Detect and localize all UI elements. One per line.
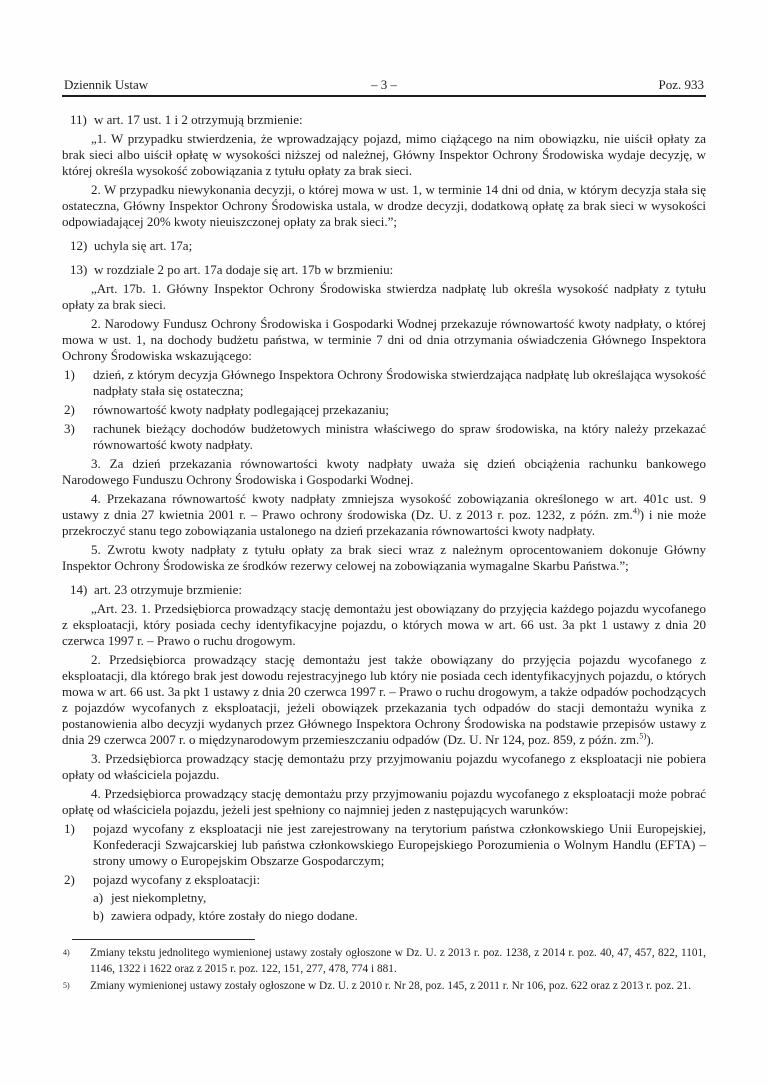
quoted-paragraph: 2. W przypadku niewykonania decyzji, o której mowa w ust. 1, w terminie 14 dni od dnia, w którym decyzja stała się ostateczna, Główny Inspektor Ochrony Środowiska ustala, w drodze decyzji, dodatkową opłatę za brak sieci w wysokości odpowiadającej 20% kwoty nieuiszczonej opłaty za brak sieci.”; xyxy=(62,182,706,229)
quoted-paragraph: „Art. 23. 1. Przedsiębiorca prowadzący stację demontażu jest obowiązany do przyjęcia każdego pojazdu wycofanego z eksploatacji, który posiada cechy identyfikacyjne pojazdu, o których mowa w art. 66 ust. 3a pkt 1 ustawy z dnia 20 czerwca 1997 r. – Prawo o ruchu drogowym. xyxy=(62,601,706,648)
quoted-paragraph: „1. W przypadku stwierdzenia, że wprowadzający pojazd, mimo ciążącego na nim obowiązku, nie uiścił opłaty za brak sieci albo uiścił opłatę w wysokości niższej od należnej, Główny Inspektor Ochrony Środowiska wydaje decyzję, w której określa wysokość zobowiązania z tytułu opłaty za brak sieci. xyxy=(62,131,706,178)
quoted-paragraph: „Art. 17b. 1. Główny Inspektor Ochrony Środowiska stwierdza nadpłatę lub określa wysokość nadpłaty z tytułu opłaty za brak sieci. xyxy=(62,281,706,312)
paragraph-text: 2. Przedsiębiorca prowadzący stację demontażu jest także obowiązany do przyjęcia pojazdu wycofanego z eksploatacji, dla którego brak jest dowodu rejestracyjnego lub który nie posiada cech identyfikacyjnych pojazdu, o których mowa w art. 66 ust. 3a pkt 1 ustawy z dnia 20 czerwca 1997 r. – Prawo o ruchu drogowym, a także odpadów pochodzących z pojazdów wycofanych z eksploatacji, jeżeli obowiązek przekazania tych odpadów do stacji demontażu wynika z postanowienia albo decyzji wydanych przez Głównego Inspektora Ochrony Środowiska na podstawie przepisów ustawy z dnia 29 czerwca 2007 r. o międzynarodowym przemieszczaniu odpadów (Dz. U. Nr 124, poz. 859, z późn. zm. xyxy=(62,652,706,747)
nested-list-item xyxy=(62,402,706,418)
item-number: 11) xyxy=(70,112,87,127)
item-text: jest niekompletny, xyxy=(111,890,207,905)
item-label: uchyla się art. 17a; xyxy=(94,238,193,253)
footnote xyxy=(62,979,706,995)
footnote-marker: 4) xyxy=(63,948,70,957)
item-label: art. 23 otrzymuje brzmienie: xyxy=(94,582,243,597)
page-header xyxy=(62,78,706,97)
list-item xyxy=(62,238,706,254)
item-letter: a) xyxy=(93,890,104,905)
position-number: Poz. 933 xyxy=(658,77,704,92)
item-text: pojazd wycofany z eksploatacji nie jest zarejestrowany na terytorium państwa członkowskiego Unii Europejskiej, Konfederacji Szwajcarskiej lub państwa członkowskiego Europejskiego Porozumienia o Wolnym Handlu (EFTA) – strony umowy o Europejskim Obszarze Gospodarczym; xyxy=(93,821,706,868)
journal-name: Dziennik Ustaw xyxy=(64,77,149,92)
quoted-paragraph xyxy=(62,491,706,539)
item-text: zawiera odpady, które zostały do niego dodane. xyxy=(111,908,358,923)
document-body xyxy=(62,112,706,924)
footnote-ref: 5) xyxy=(639,730,647,741)
item-number: 2) xyxy=(64,402,75,417)
item-number: 14) xyxy=(70,582,88,597)
item-label: w rozdziale 2 po art. 17a dodaje się art. 17b w brzmieniu: xyxy=(94,262,394,277)
footnote-text: Zmiany tekstu jednolitego wymienionej ustawy zostały ogłoszone w Dz. U. z 2013 r. poz. 1238, z 2014 r. poz. 40, 47, 457, 822, 1101, 1146, 1322 i 1622 oraz z 2015 r. poz. 122, 151, 277, 478, 774 i 881. xyxy=(90,947,706,975)
item-label: w art. 17 ust. 1 i 2 otrzymują brzmienie: xyxy=(94,112,303,127)
quoted-paragraph: 3. Za dzień przekazania równowartości kwoty nadpłaty uważa się dzień obciążenia rachunku bankowego Narodowego Funduszu Ochrony Środowiska i Gospodarki Wodnej. xyxy=(62,456,706,487)
nested-list-item xyxy=(62,872,706,888)
paragraph-text: 4. Przekazana równowartość kwoty nadpłaty zmniejsza wysokość zobowiązania określonego w art. 401c ust. 9 ustawy z dnia 27 kwietnia 2001 r. – Prawo ochrony środowiska (Dz. U. z 2013 r. poz. 1232, z późn. zm. xyxy=(62,491,706,522)
nested-list-item xyxy=(62,367,706,399)
paragraph-text: ) i nie może przekroczyć stanu tego zobowiązania ustalonego na dzień przekazania równowartości kwoty nadpłaty. xyxy=(62,507,706,538)
footnote-separator xyxy=(72,939,255,940)
quoted-paragraph xyxy=(62,652,706,748)
footnotes xyxy=(62,946,706,995)
quoted-paragraph: 3. Przedsiębiorca prowadzący stację demontażu przy przyjmowaniu pojazdu wycofanego z eksploatacji nie pobiera opłaty od właściciela pojazdu. xyxy=(62,751,706,782)
paragraph-text: ). xyxy=(646,732,654,747)
sub-list-item xyxy=(62,908,706,924)
item-text: dzień, z którym decyzja Głównego Inspektora Ochrony Środowiska stwierdzająca nadpłatę lub określająca wysokość nadpłaty stała się ostateczna; xyxy=(93,367,706,398)
quoted-paragraph: 5. Zwrotu kwoty nadpłaty z tytułu opłaty za brak sieci wraz z należnym oprocentowaniem dokonuje Główny Inspektor Ochrony Środowiska ze środków rezerwy celowej na zobowiązania wymagalne Skarbu Państwa.”; xyxy=(62,542,706,573)
item-letter: b) xyxy=(93,908,104,923)
item-number: 1) xyxy=(64,821,75,836)
footnote-text: Zmiany wymienionej ustawy zostały ogłoszone w Dz. U. z 2010 r. Nr 28, poz. 145, z 2011 r. Nr 106, poz. 622 oraz z 2013 r. poz. 21. xyxy=(90,980,692,992)
nested-list-item xyxy=(62,421,706,453)
quoted-paragraph: 4. Przedsiębiorca prowadzący stację demontażu przy przyjmowaniu pojazdu wycofanego z eksploatacji może pobrać opłatę od właściciela pojazdu, jeżeli jest spełniony co najmniej jeden z następujących warunków: xyxy=(62,786,706,817)
quoted-paragraph: 2. Narodowy Fundusz Ochrony Środowiska i Gospodarki Wodnej przekazuje równowartość kwoty nadpłaty, o której mowa w ust. 1, na dochody budżetu państwa, w terminie 7 dni od dnia otrzymania oświadczenia Głównego Inspektora Ochrony Środowiska wskazującego: xyxy=(62,316,706,363)
item-number: 1) xyxy=(64,367,75,382)
page-number: – 3 – xyxy=(370,77,397,92)
list-item xyxy=(62,112,706,128)
footnote xyxy=(62,946,706,977)
list-item xyxy=(62,262,706,278)
list-item xyxy=(62,582,706,598)
footnote-ref: 4) xyxy=(632,505,640,516)
nested-list-item xyxy=(62,821,706,869)
item-number: 3) xyxy=(64,421,75,436)
footnote-marker: 5) xyxy=(63,981,70,990)
item-text: pojazd wycofany z eksploatacji: xyxy=(93,872,261,887)
item-text: równowartość kwoty nadpłaty podlegającej przekazaniu; xyxy=(93,402,389,417)
item-number: 12) xyxy=(70,238,88,253)
item-number: 13) xyxy=(70,262,88,277)
item-text: rachunek bieżący dochodów budżetowych ministra właściwego do spraw środowiska, na który należy przekazać równowartość kwoty nadpłaty. xyxy=(93,421,706,452)
sub-list-item xyxy=(62,890,706,906)
item-number: 2) xyxy=(64,872,75,887)
